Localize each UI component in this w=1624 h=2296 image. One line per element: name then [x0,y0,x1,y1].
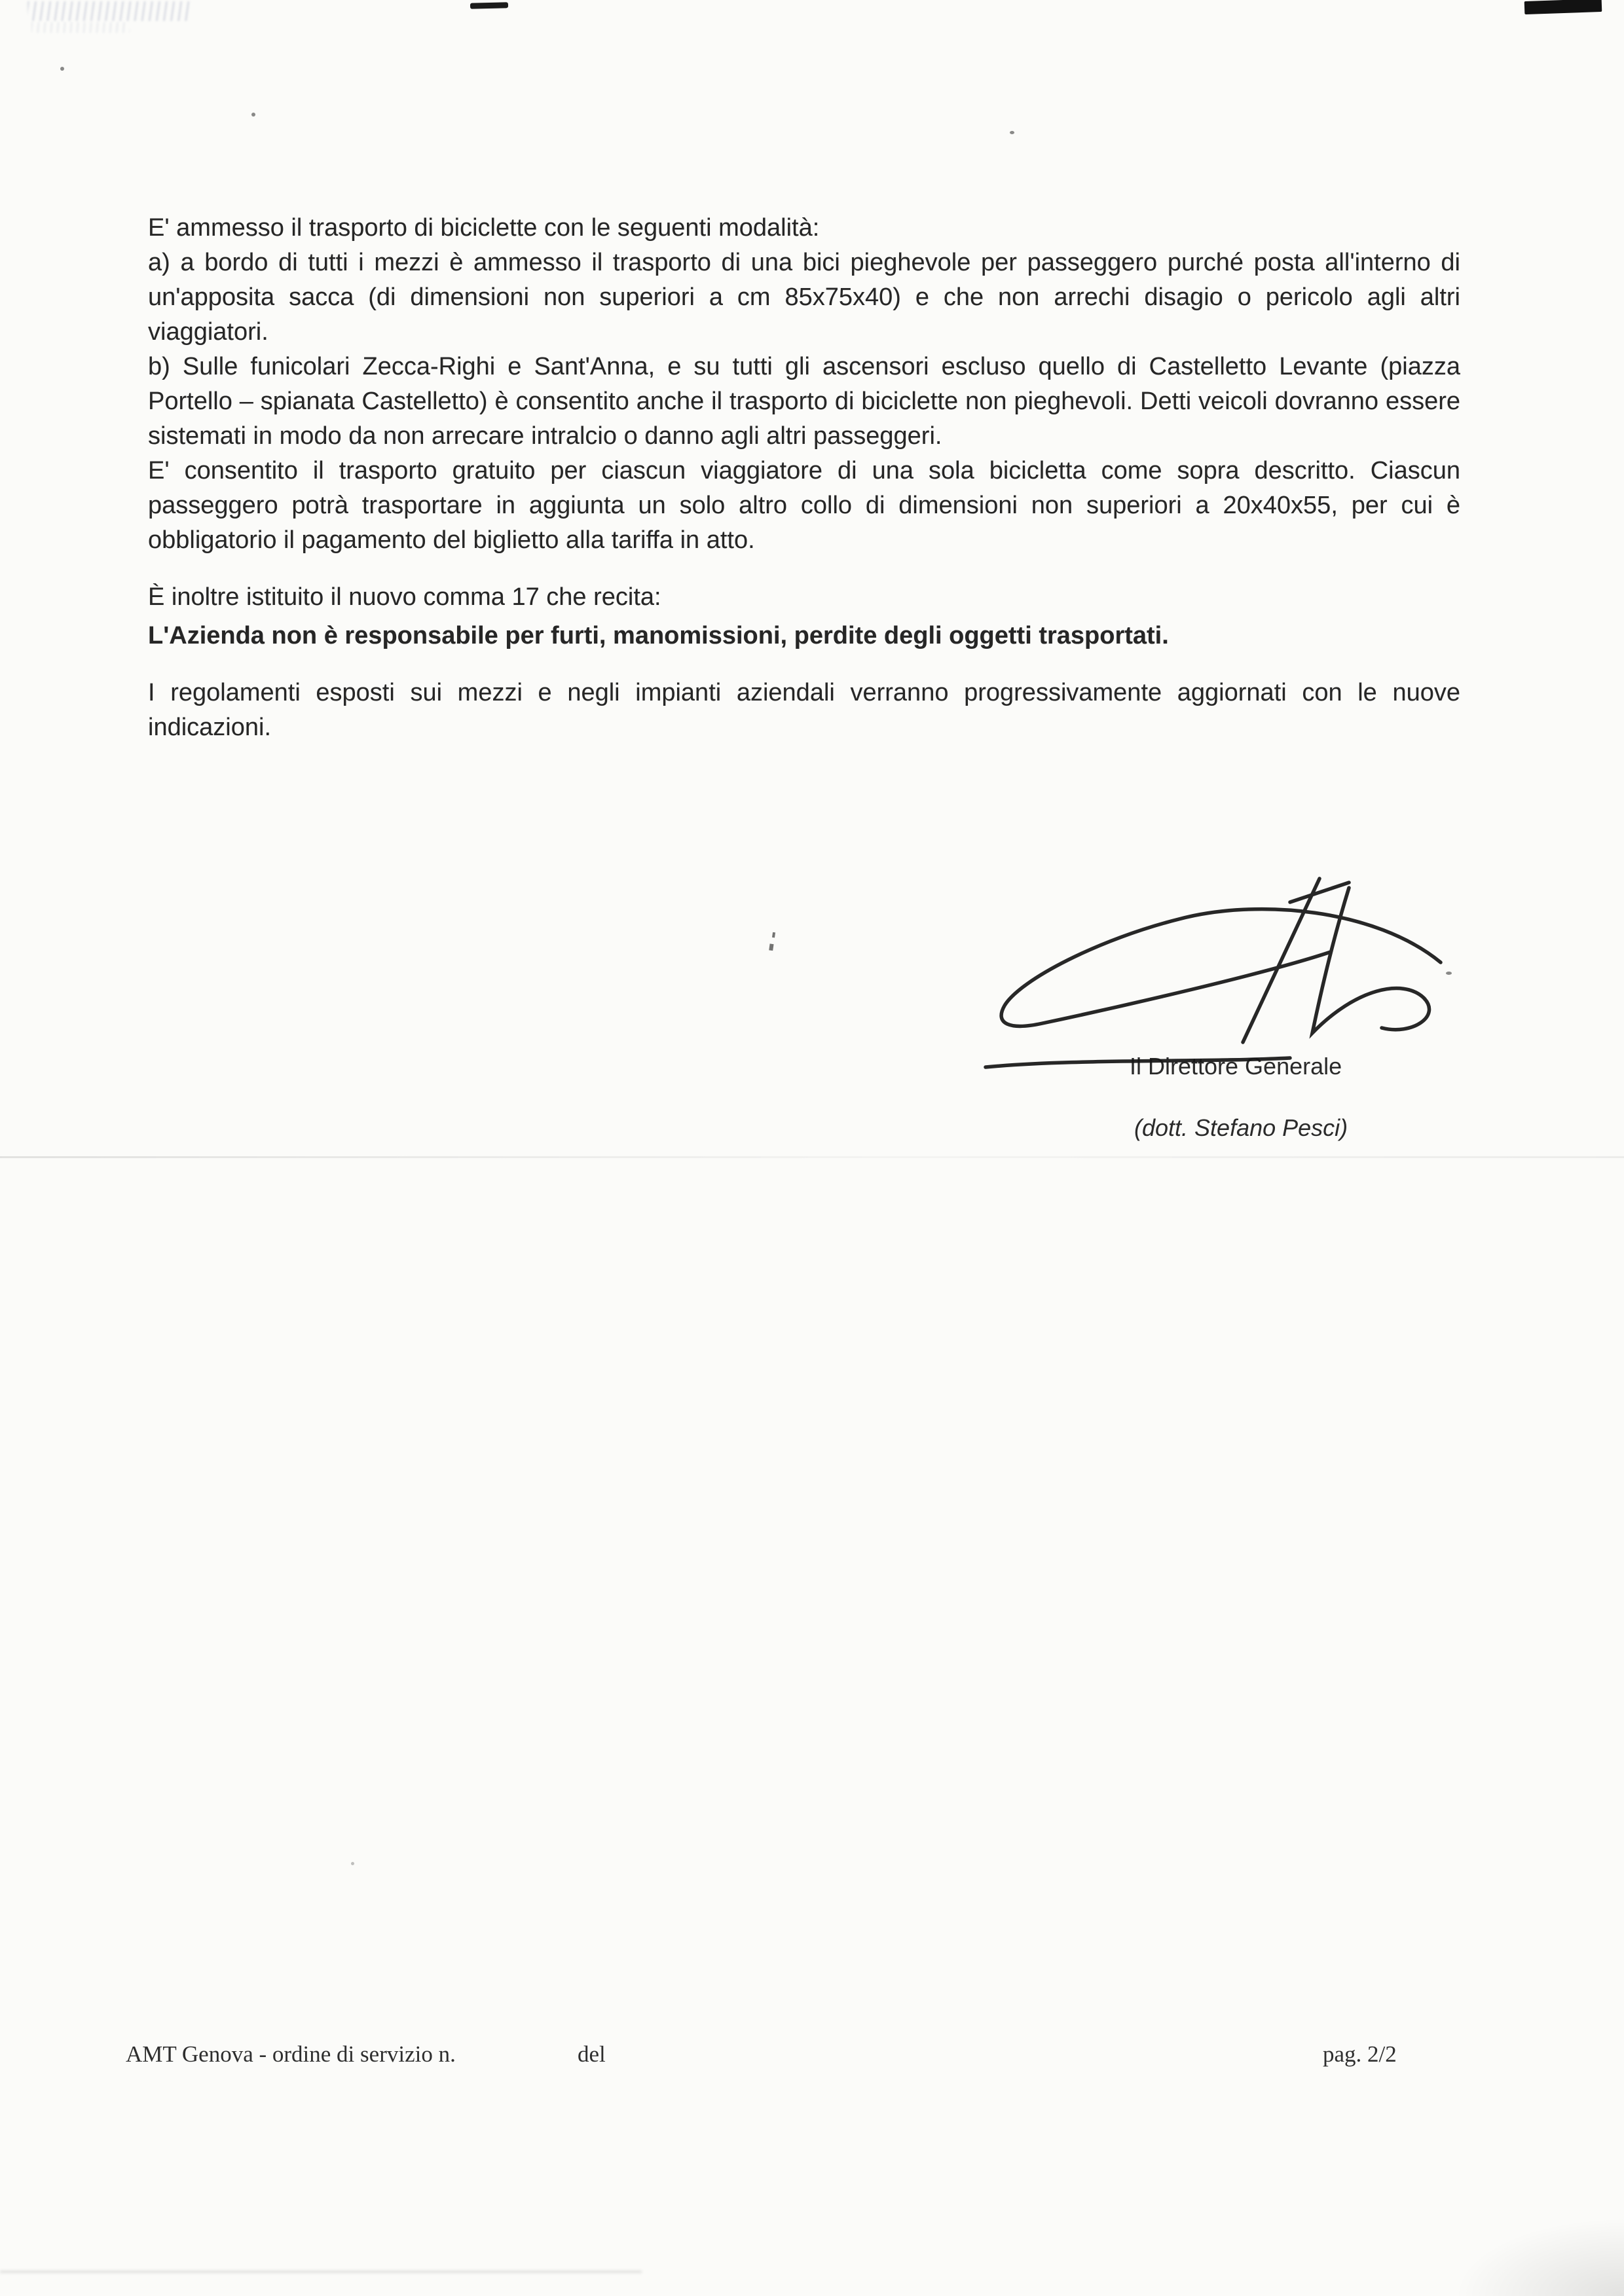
paragraph-item-a: a) a bordo di tutti i mezzi è ammesso il trasporto di una bici pieghevole per passeggero purché posta all'interno di un'apposita sacca (di dimensioni non superiori a cm 85x75x40) e che non arrechi disagio o pericolo agli altri viaggiatori. [148,249,1460,346]
handwritten-signature-scribble [982,864,1480,1087]
scan-mark-top-center [470,2,508,9]
paragraph-comma17-intro: È inoltre istituito il nuovo comma 17 che recita: [148,583,661,611]
scan-shadow-bottom [0,2270,642,2273]
scan-dot [251,113,255,117]
paragraph-regolamenti: I regolamenti esposti sui mezzi e negli impianti aziendali verranno progressivamente aggiornati con le nuove indicazioni. [148,679,1460,741]
scan-dot [351,1862,354,1865]
scan-smudge-top-left-2 [31,22,130,33]
paragraph-gratuito: E' consentito il trasporto gratuito per ciascun viaggiatore di una sola bicicletta come sopra descritto. Ciascun passeggero potrà trasportare in aggiunta un solo altro collo di dimensioni non superiori a 20x40x55, per cui è obbligatorio il pagamento del biglietto alla tariffa in atto. [148,457,1460,554]
scan-dot [60,67,64,71]
scan-smudge-top-left [28,1,191,21]
signature-block [982,864,1493,1152]
scan-dot [1010,131,1014,134]
signatory-role: Il Direttore Generale [1130,1053,1342,1080]
signatory-name: (dott. Stefano Pesci) [1134,1114,1348,1141]
paragraph-item-b: b) Sulle funicolari Zecca-Righi e Sant'Anna, e su tutti gli ascensori escluso quello di Castelletto Levante (piazza Portello – spianata Castelletto) è consentito anche il trasporto di biciclette non pieghevoli. Detti veicoli dovranno essere sistemati in modo da non arrecare intralcio o danno agli altri passeggeri. [148,353,1460,450]
page-footer [0,2041,1624,2074]
document-body [148,211,1460,745]
scan-shadow-corner [1454,2217,1624,2296]
footer-page-number: pag. 2/2 [1323,2041,1397,2067]
footer-doc-reference: AMT Genova - ordine di servizio n. [126,2041,456,2067]
paragraph-intro: E' ammesso il trasporto di biciclette con le seguenti modalità: [148,214,820,242]
paragraph-comma17-text: L'Azienda non è responsabile per furti, manomissioni, perdite degli oggetti trasportati. [148,622,1169,649]
paper-fold-line [0,1156,1624,1158]
scan-mark-colon [769,932,777,953]
footer-del-label: del [578,2041,606,2067]
scan-mark-top-right [1524,0,1602,14]
